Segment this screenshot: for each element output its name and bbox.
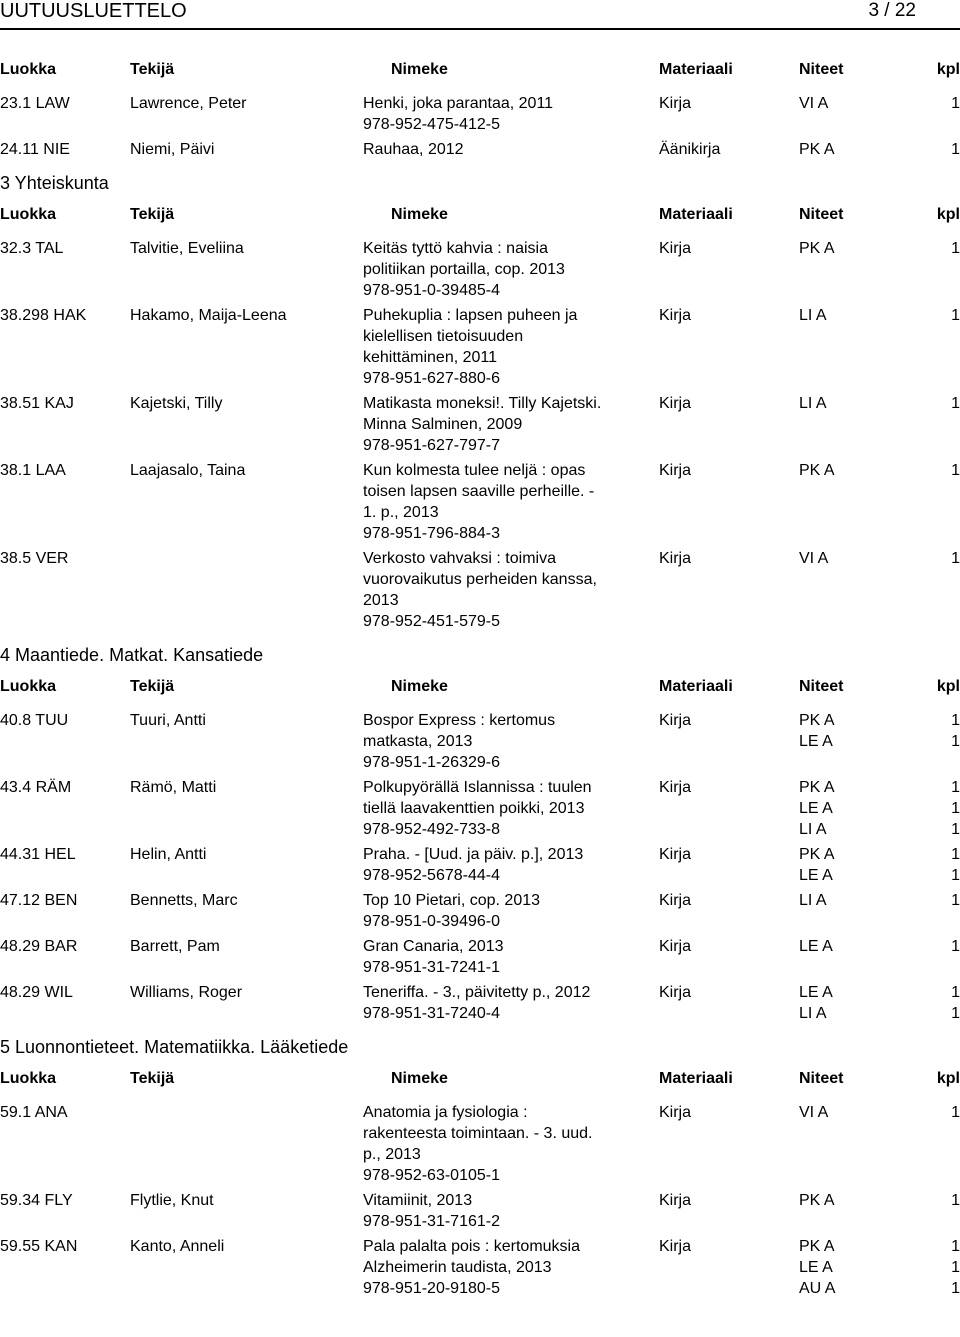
class-code: 38.1 LAA <box>0 462 66 479</box>
location-code: LE A <box>799 984 833 1001</box>
location-code: LE A <box>799 867 833 884</box>
author: Rämö, Matti <box>130 779 217 796</box>
column-header-kpl: kpl <box>936 61 960 78</box>
copy-count: 1 <box>951 846 960 863</box>
author: Tuuri, Antti <box>130 712 206 729</box>
location-code: LE A <box>799 938 833 955</box>
list-item <box>0 777 960 840</box>
material-type: Kirja <box>659 1104 692 1121</box>
title-cell <box>363 1236 659 1299</box>
location-code: LI A <box>799 1005 827 1022</box>
title-cell <box>363 936 659 978</box>
column-header-nimeke: Nimeke <box>391 1070 448 1087</box>
author: Lawrence, Peter <box>130 95 247 112</box>
title-cell <box>363 305 659 389</box>
copies-location <box>799 1102 919 1186</box>
title-line: Alzheimerin taudista, 2013 <box>363 1259 552 1276</box>
list-item <box>0 393 960 456</box>
column-header-niteet: Niteet <box>799 1070 844 1087</box>
list-item <box>0 982 960 1024</box>
title-cell <box>363 93 659 135</box>
copies-count <box>919 460 960 544</box>
copies-location <box>799 890 919 932</box>
material-type: Kirja <box>659 779 692 796</box>
copy-count: 1 <box>951 984 960 1001</box>
author: Kajetski, Tilly <box>130 395 223 412</box>
class-code: 59.55 KAN <box>0 1238 78 1255</box>
title-line: Polkupyörällä Islannissa : tuulen <box>363 779 592 796</box>
title-cell <box>363 1102 659 1186</box>
title-line: kielellisen tietoisuuden <box>363 328 524 345</box>
location-code: PK A <box>799 1238 835 1255</box>
copy-count: 1 <box>951 1238 960 1255</box>
title-line: 978-951-627-797-7 <box>363 437 500 454</box>
title-line: Gran Canaria, 2013 <box>363 938 504 955</box>
copy-count: 1 <box>951 779 960 796</box>
title-line: toisen lapsen saaville perheille. - <box>363 483 595 500</box>
list-item <box>0 238 960 301</box>
column-header-materiaali: Materiaali <box>659 678 733 695</box>
copy-count: 1 <box>951 712 960 729</box>
class-code: 48.29 WIL <box>0 984 73 1001</box>
material-type: Äänikirja <box>659 141 721 158</box>
copy-count: 1 <box>951 462 960 479</box>
title-line: 978-952-492-733-8 <box>363 821 500 838</box>
title-cell <box>363 393 659 456</box>
copy-count: 1 <box>951 800 960 817</box>
copy-count: 1 <box>951 1104 960 1121</box>
author: Williams, Roger <box>130 984 243 1001</box>
class-code: 48.29 BAR <box>0 938 78 955</box>
list-item <box>0 890 960 932</box>
copies-location <box>799 305 919 389</box>
copies-count <box>919 238 960 301</box>
class-code: 40.8 TUU <box>0 712 69 729</box>
column-header-row <box>0 60 960 80</box>
title-line: 978-951-20-9180-5 <box>363 1280 500 1297</box>
document-title: UUTUUSLUETTELO <box>0 0 187 22</box>
author <box>130 548 363 632</box>
header-divider <box>0 28 960 30</box>
title-line: Kun kolmesta tulee neljä : opas <box>363 462 586 479</box>
title-line: Top 10 Pietari, cop. 2013 <box>363 892 541 909</box>
copies-location <box>799 238 919 301</box>
copies-location <box>799 548 919 632</box>
copy-count: 1 <box>951 867 960 884</box>
copies-count <box>919 393 960 456</box>
copies-location <box>799 710 919 773</box>
section-title: 4 Maantiede. Matkat. Kansatiede <box>0 645 264 665</box>
title-line: Teneriffa. - 3., päivitetty p., 2012 <box>363 984 591 1001</box>
title-line: 978-951-0-39496-0 <box>363 913 500 930</box>
location-code: PK A <box>799 712 835 729</box>
copies-count <box>919 93 960 135</box>
copies-location <box>799 982 919 1024</box>
title-line: 2013 <box>363 592 399 609</box>
copy-count: 1 <box>951 1259 960 1276</box>
location-code: VI A <box>799 1104 829 1121</box>
column-header-row <box>0 677 960 697</box>
copy-count: 1 <box>951 1192 960 1209</box>
copy-count: 1 <box>951 240 960 257</box>
author: Hakamo, Maija-Leena <box>130 307 287 324</box>
copies-location <box>799 460 919 544</box>
author: Kanto, Anneli <box>130 1238 225 1255</box>
title-line: Minna Salminen, 2009 <box>363 416 523 433</box>
copy-count: 1 <box>951 892 960 909</box>
location-code: VI A <box>799 550 829 567</box>
class-code: 38.298 HAK <box>0 307 87 324</box>
author: Helin, Antti <box>130 846 207 863</box>
title-line: 978-952-475-412-5 <box>363 116 500 133</box>
column-header-row <box>0 1069 960 1089</box>
copy-count: 1 <box>951 1005 960 1022</box>
class-code: 24.11 NIE <box>0 141 70 158</box>
title-line: Anatomia ja fysiologia : <box>363 1104 528 1121</box>
title-line: 978-951-31-7161-2 <box>363 1213 500 1230</box>
title-cell <box>363 890 659 932</box>
column-header-luokka: Luokka <box>0 678 57 695</box>
list-item <box>0 1236 960 1299</box>
copy-count: 1 <box>951 395 960 412</box>
copy-count: 1 <box>951 141 960 158</box>
copies-location <box>799 139 919 160</box>
location-code: PK A <box>799 1192 835 1209</box>
list-item <box>0 139 960 160</box>
copies-location <box>799 844 919 886</box>
copy-count: 1 <box>951 95 960 112</box>
copies-location <box>799 777 919 840</box>
author: Barrett, Pam <box>130 938 220 955</box>
title-cell <box>363 710 659 773</box>
copies-count <box>919 710 960 773</box>
location-code: PK A <box>799 846 835 863</box>
column-header-niteet: Niteet <box>799 206 844 223</box>
title-line: matkasta, 2013 <box>363 733 473 750</box>
title-line: Puhekuplia : lapsen puheen ja <box>363 307 578 324</box>
location-code: AU A <box>799 1280 836 1297</box>
material-type: Kirja <box>659 307 692 324</box>
title-line: 978-951-31-7241-1 <box>363 959 500 976</box>
material-type: Kirja <box>659 892 692 909</box>
class-code: 38.5 VER <box>0 550 69 567</box>
column-header-tekija: Tekijä <box>130 1070 175 1087</box>
column-header-materiaali: Materiaali <box>659 61 733 78</box>
class-code: 43.4 RÄM <box>0 779 72 796</box>
author <box>130 1102 363 1186</box>
column-header-nimeke: Nimeke <box>391 206 448 223</box>
copies-count <box>919 305 960 389</box>
list-item <box>0 1190 960 1232</box>
catalogue-section <box>0 60 960 160</box>
copy-count: 1 <box>951 1280 960 1297</box>
class-code: 38.51 KAJ <box>0 395 74 412</box>
title-line: Henki, joka parantaa, 2011 <box>363 95 554 112</box>
material-type: Kirja <box>659 1192 692 1209</box>
title-cell <box>363 460 659 544</box>
title-cell <box>363 844 659 886</box>
catalogue-section <box>0 172 960 632</box>
title-line: p., 2013 <box>363 1146 421 1163</box>
title-line: Keitäs tyttö kahvia : naisia <box>363 240 548 257</box>
location-code: LI A <box>799 395 827 412</box>
copies-location <box>799 393 919 456</box>
title-line: 978-951-1-26329-6 <box>363 754 500 771</box>
title-line: Verkosto vahvaksi : toimiva <box>363 550 556 567</box>
title-line: 1. p., 2013 <box>363 504 439 521</box>
material-type: Kirja <box>659 95 692 112</box>
copies-location <box>799 93 919 135</box>
material-type: Kirja <box>659 462 692 479</box>
location-code: PK A <box>799 240 835 257</box>
copies-count <box>919 844 960 886</box>
section-title: 3 Yhteiskunta <box>0 173 109 193</box>
author: Talvitie, Eveliina <box>130 240 244 257</box>
title-cell <box>363 548 659 632</box>
material-type: Kirja <box>659 550 692 567</box>
title-line: Rauhaa, 2012 <box>363 141 464 158</box>
title-cell <box>363 777 659 840</box>
material-type: Kirja <box>659 240 692 257</box>
copies-count <box>919 982 960 1024</box>
title-line: 978-951-0-39485-4 <box>363 282 500 299</box>
location-code: LI A <box>799 892 827 909</box>
class-code: 59.1 ANA <box>0 1104 68 1121</box>
location-code: LE A <box>799 733 833 750</box>
location-code: PK A <box>799 141 835 158</box>
column-header-nimeke: Nimeke <box>391 61 448 78</box>
author: Laajasalo, Taina <box>130 462 246 479</box>
copy-count: 1 <box>951 307 960 324</box>
copy-count: 1 <box>951 550 960 567</box>
copies-count <box>919 777 960 840</box>
column-header-materiaali: Materiaali <box>659 206 733 223</box>
title-line: 978-952-63-0105-1 <box>363 1167 500 1184</box>
list-item <box>0 710 960 773</box>
title-line: 978-951-31-7240-4 <box>363 1005 500 1022</box>
title-cell <box>363 238 659 301</box>
location-code: PK A <box>799 462 835 479</box>
copies-count <box>919 1190 960 1232</box>
title-line: 978-952-5678-44-4 <box>363 867 500 884</box>
class-code: 47.12 BEN <box>0 892 78 909</box>
column-header-kpl: kpl <box>936 678 960 695</box>
copy-count: 1 <box>951 938 960 955</box>
column-header-tekija: Tekijä <box>130 61 175 78</box>
column-header-tekija: Tekijä <box>130 206 175 223</box>
list-item <box>0 93 960 135</box>
copy-count: 1 <box>951 733 960 750</box>
copies-count <box>919 936 960 978</box>
location-code: LI A <box>799 821 827 838</box>
title-cell <box>363 982 659 1024</box>
copies-count <box>919 1102 960 1186</box>
material-type: Kirja <box>659 712 692 729</box>
location-code: PK A <box>799 779 835 796</box>
material-type: Kirja <box>659 395 692 412</box>
title-line: Praha. - [Uud. ja päiv. p.], 2013 <box>363 846 584 863</box>
title-line: Vitamiinit, 2013 <box>363 1192 473 1209</box>
catalogue-list <box>0 60 960 1303</box>
class-code: 23.1 LAW <box>0 95 70 112</box>
author: Bennetts, Marc <box>130 892 238 909</box>
copies-location <box>799 1190 919 1232</box>
page-number: 3 / 22 <box>868 0 916 21</box>
copies-location <box>799 1236 919 1299</box>
copies-count <box>919 139 960 160</box>
copies-count <box>919 1236 960 1299</box>
column-header-row <box>0 205 960 225</box>
copy-count: 1 <box>951 821 960 838</box>
class-code: 59.34 FLY <box>0 1192 73 1209</box>
material-type: Kirja <box>659 984 692 1001</box>
column-header-niteet: Niteet <box>799 61 844 78</box>
title-cell <box>363 1190 659 1232</box>
material-type: Kirja <box>659 1238 692 1255</box>
column-header-kpl: kpl <box>936 206 960 223</box>
catalogue-section <box>0 644 960 1024</box>
location-code: LE A <box>799 800 833 817</box>
location-code: LE A <box>799 1259 833 1276</box>
title-line: Matikasta moneksi!. Tilly Kajetski. <box>363 395 602 412</box>
copies-count <box>919 890 960 932</box>
title-line: 978-952-451-579-5 <box>363 613 500 630</box>
column-header-nimeke: Nimeke <box>391 678 448 695</box>
list-item <box>0 1102 960 1186</box>
list-item <box>0 548 960 632</box>
catalogue-section <box>0 1036 960 1299</box>
copies-count <box>919 548 960 632</box>
location-code: LI A <box>799 307 827 324</box>
class-code: 44.31 HEL <box>0 846 76 863</box>
title-line: Bospor Express : kertomus <box>363 712 556 729</box>
list-item <box>0 305 960 389</box>
title-line: Pala palalta pois : kertomuksia <box>363 1238 580 1255</box>
title-line: vuorovaikutus perheiden kanssa, <box>363 571 597 588</box>
page-header <box>0 0 960 30</box>
title-line: 978-951-627-880-6 <box>363 370 500 387</box>
material-type: Kirja <box>659 938 692 955</box>
copies-location <box>799 936 919 978</box>
author: Niemi, Päivi <box>130 141 215 158</box>
list-item <box>0 936 960 978</box>
title-line: kehittäminen, 2011 <box>363 349 498 366</box>
class-code: 32.3 TAL <box>0 240 64 257</box>
column-header-materiaali: Materiaali <box>659 1070 733 1087</box>
column-header-luokka: Luokka <box>0 206 57 223</box>
author: Flytlie, Knut <box>130 1192 214 1209</box>
title-line: politiikan portailla, cop. 2013 <box>363 261 565 278</box>
list-item <box>0 844 960 886</box>
column-header-tekija: Tekijä <box>130 678 175 695</box>
material-type: Kirja <box>659 846 692 863</box>
column-header-niteet: Niteet <box>799 678 844 695</box>
column-header-luokka: Luokka <box>0 61 57 78</box>
location-code: VI A <box>799 95 829 112</box>
column-header-luokka: Luokka <box>0 1070 57 1087</box>
title-line: 978-951-796-884-3 <box>363 525 500 542</box>
title-line: rakenteesta toimintaan. - 3. uud. <box>363 1125 593 1142</box>
title-line: tiellä laavakenttien poikki, 2013 <box>363 800 585 817</box>
section-title: 5 Luonnontieteet. Matematiikka. Lääketiede <box>0 1037 349 1057</box>
list-item <box>0 460 960 544</box>
column-header-kpl: kpl <box>936 1070 960 1087</box>
title-cell <box>363 139 659 160</box>
